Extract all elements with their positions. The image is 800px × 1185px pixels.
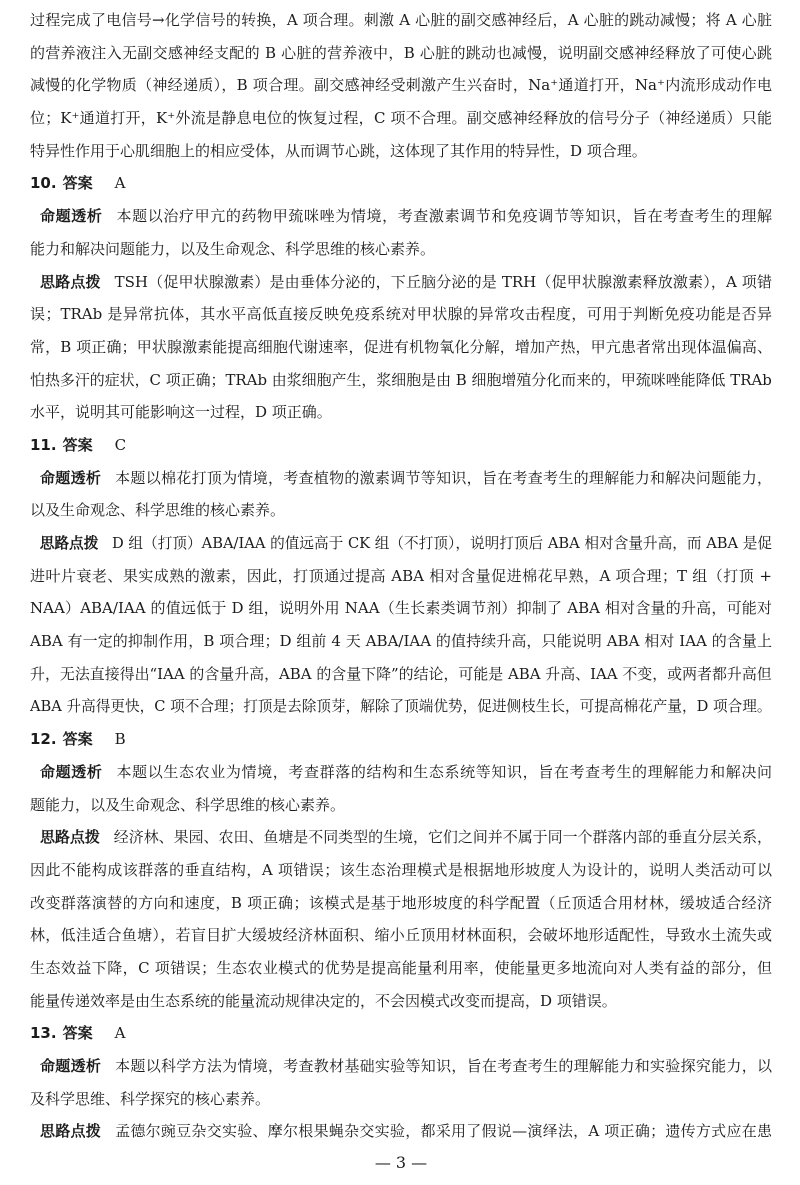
answer-label: 答案 <box>62 174 93 193</box>
hints-text: D 组（打顶）ABA/IAA 的值远高于 CK 组（不打顶），说明打顶后 ABA 相对含量升高，而 ABA 是促 <box>112 534 773 552</box>
analysis-label: 命题透析 <box>40 762 103 781</box>
question-number: 12. <box>30 730 57 749</box>
hints-label: 思路点拨 <box>39 534 99 552</box>
analysis-line: 能力和解决问题能力，以及生命观念、科学思维的核心素养。 <box>30 239 436 258</box>
answer-row <box>30 429 772 462</box>
question-13-explanation <box>30 1017 772 1148</box>
hints-line: 林，低洼适合鱼塘），若盲目扩大缓坡经济林面积、缩小丘顶用材林面积，会破坏地形适配性，导致水土流失或 <box>30 926 772 945</box>
continuation-paragraph <box>30 4 772 167</box>
answer-value: A <box>114 1024 126 1043</box>
question-number: 13. <box>30 1024 57 1043</box>
hints-line <box>30 1115 772 1148</box>
analysis-line <box>30 756 772 789</box>
hints-line: NAA）ABA/IAA 的值远低于 D 组，说明外用 NAA（生长素类调节剂）抑制了 ABA 相对含量的升高，可能对 <box>30 599 772 618</box>
answer-label: 答案 <box>62 435 93 454</box>
answer-label: 答案 <box>62 1024 93 1043</box>
hints-line: 常，B 项正确；甲状腺激素能提高细胞代谢速率，促进有机物氧化分解，增加产热，甲亢患者常出现体温偏高、 <box>30 337 772 356</box>
analysis-line <box>30 462 772 495</box>
hints-line: 升，无法直接得出“IAA 的含量升高，ABA 的含量下降”的结论，可能是 ABA 升高、IAA 不变，或两者都升高但 <box>30 664 772 683</box>
hints-line: 改变群落演替的方向和速度，B 项正确；该模式是基于地形坡度的科学配置（丘顶适合用材林，缓坡适合经济 <box>30 893 772 912</box>
answer-explanation-page <box>30 4 772 1148</box>
page-number: — 3 — <box>374 1153 428 1172</box>
analysis-line: 以及生命观念、科学思维的核心素养。 <box>30 501 286 520</box>
analysis-label: 命题透析 <box>40 468 102 487</box>
hints-label: 思路点拨 <box>40 272 101 291</box>
hints-line: 误；TRAb 是异常抗体，其水平高低直接反映免疫系统对甲状腺的异常攻击程度，可用于判断免疫功能是否异 <box>30 305 772 324</box>
analysis-text: 本题以科学方法为情境，考查教材基础实验等知识，旨在考查考生的理解能力和实验探究能力，以 <box>115 1057 772 1075</box>
analysis-line <box>30 1050 772 1083</box>
answer-value: B <box>114 730 126 749</box>
question-number: 11. <box>30 435 57 454</box>
answer-row <box>30 1017 772 1050</box>
answer-row <box>30 167 772 200</box>
text-line: 减慢的化学物质（神经递质），B 项合理。副交感神经受刺激产生兴奋时，Na⁺通道打开，Na⁺内流形成动作电 <box>30 76 772 95</box>
hints-text: 经济林、果园、农田、鱼塘是不同类型的生境，它们之间并不属于同一个群落内部的垂直分层关系， <box>113 828 773 847</box>
analysis-line: 及科学思维、科学探究的核心素养。 <box>30 1089 271 1108</box>
analysis-text: 本题以生态农业为情境，考查群落的结构和生态系统等知识，旨在考查考生的理解能力和解决问 <box>116 762 772 781</box>
question-number: 10. <box>30 174 57 193</box>
question-12-explanation <box>30 723 772 1017</box>
analysis-text: 本题以治疗甲亢的药物甲巯咪唑为情境，考查激素调节和免疫调节等知识，旨在考查考生的理解 <box>116 207 772 226</box>
analysis-line: 题能力，以及生命观念、科学思维的核心素养。 <box>30 795 346 814</box>
hints-line: 能量传递效率是由生态系统的能量流动规律决定的，不会因模式改变而提高，D 项错误。 <box>30 991 617 1010</box>
hints-line: ABA 有一定的抑制作用，B 项合理；D 组前 4 天 ABA/IAA 的值持续升高，只能说明 ABA 相对 IAA 的含量上 <box>30 632 772 651</box>
question-11-explanation <box>30 429 772 723</box>
hints-line: 生态效益下降，C 项错误；生态农业模式的优势是提高能量利用率，使能量更多地流向对人类有益的部分，但 <box>30 958 772 977</box>
question-10-explanation <box>30 167 772 429</box>
text-line: 位；K⁺通道打开，K⁺外流是静息电位的恢复过程，C 项不合理。副交感神经释放的信号分子（神经递质）只能 <box>30 109 772 128</box>
answer-label: 答案 <box>62 730 93 749</box>
analysis-label: 命题透析 <box>40 207 103 226</box>
hints-line: 因此不能构成该群落的垂直结构，A 项错误；该生态治理模式是根据地形坡度人为设计的，说明人类活动可以 <box>30 860 772 879</box>
analysis-label: 命题透析 <box>40 1057 102 1075</box>
text-line: 的营养液注入无副交感神经支配的 B 心脏的营养液中，B 心脏的跳动也减慢，说明副交感神经释放了可使心跳 <box>30 43 772 62</box>
hints-line: ABA 升高得更快，C 项不合理；打顶是去除顶芽，解除了顶端优势，促进侧枝生长，可提高棉花产量，D 项合理。 <box>30 697 772 716</box>
analysis-text: 本题以棉花打顶为情境，考查植物的激素调节等知识，旨在考查考生的理解能力和解决问题能力， <box>115 468 772 487</box>
text-line: 特异性作用于心肌细胞上的相应受体，从而调节心跳，这体现了其作用的特异性，D 项合理。 <box>30 141 647 160</box>
text-line: 过程完成了电信号→化学信号的转换，A 项合理。刺激 A 心脏的副交感神经后，A 心脏的跳动减慢；将 A 心脏 <box>30 11 772 29</box>
analysis-line <box>30 200 772 233</box>
hints-line: 进叶片衰老、果实成熟的激素，因此，打顶通过提高 ABA 相对含量促进棉花早熟，A 项合理；T 组（打顶 + <box>30 566 772 585</box>
hints-line <box>30 266 772 299</box>
hints-text: TSH（促甲状腺激素）是由垂体分泌的，下丘脑分泌的是 TRH（促甲状腺激素释放激素），A 项错 <box>114 272 772 291</box>
hints-label: 思路点拨 <box>39 828 100 847</box>
answer-value: C <box>114 435 127 454</box>
answer-value: A <box>114 174 126 193</box>
hints-text: 孟德尔豌豆杂交实验、摩尔根果蝇杂交实验，都采用了假说—演绎法，A 项正确；遗传方式应在患 <box>115 1122 772 1141</box>
hints-line <box>30 821 773 854</box>
answer-row <box>30 723 772 756</box>
hints-line: 水平，说明其可能影响这一过程，D 项正确。 <box>30 403 332 422</box>
hints-line <box>30 527 773 560</box>
hints-line: 怕热多汗的症状，C 项正确；TRAb 由浆细胞产生，浆细胞是由 B 细胞增殖分化而来的，甲巯咪唑能降低 TRAb <box>30 370 772 389</box>
hints-label: 思路点拨 <box>40 1122 102 1141</box>
